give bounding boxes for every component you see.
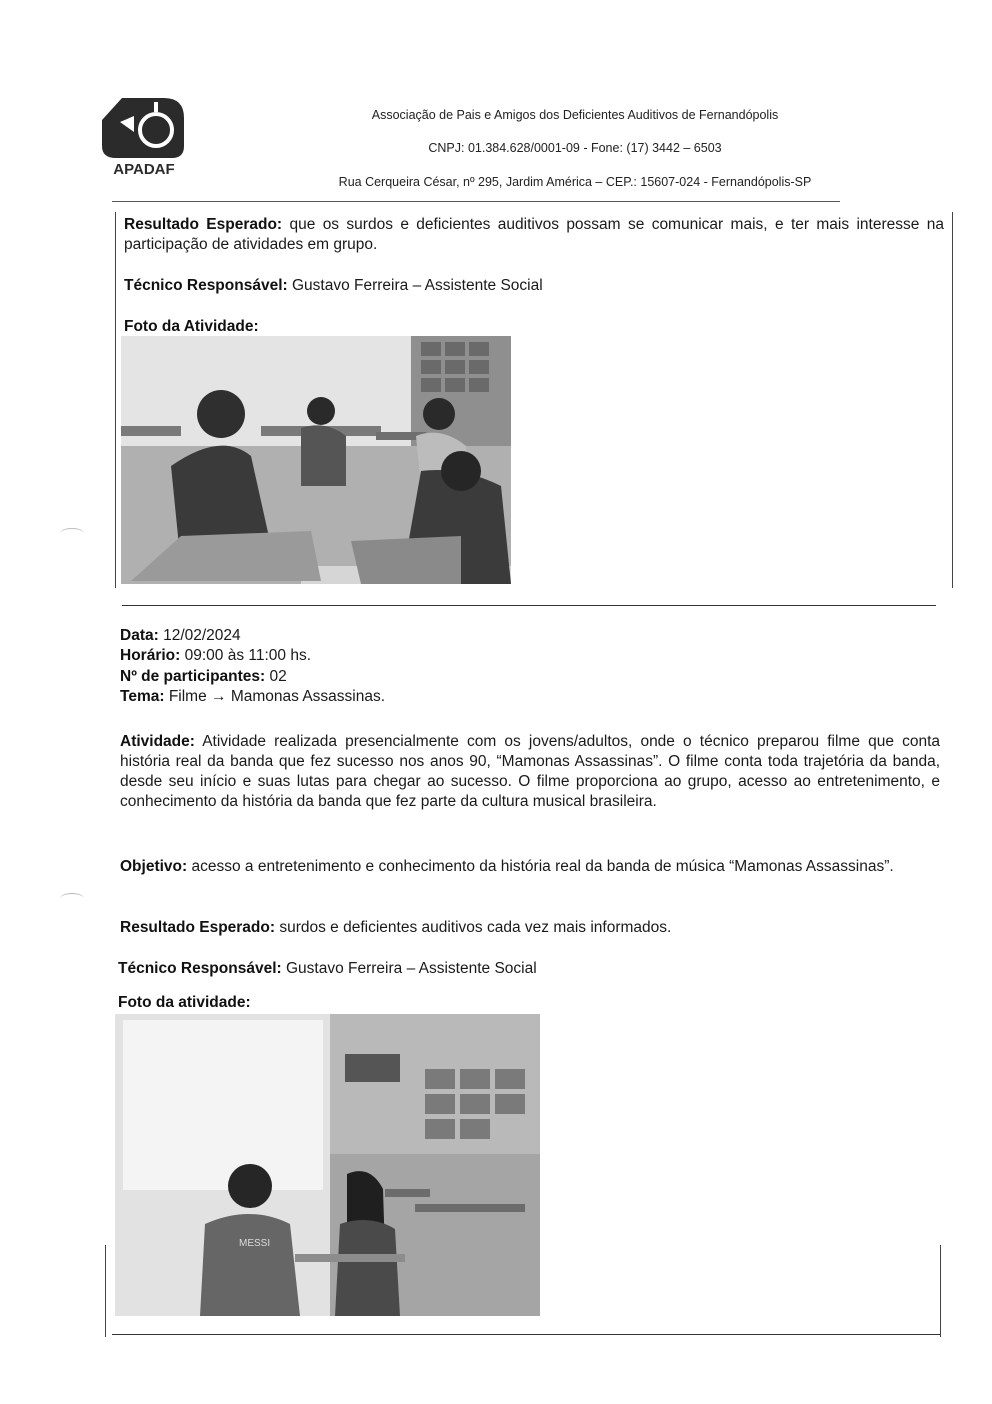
org-name: Associação de Pais e Amigos dos Deficientes Auditivos de Fernandópolis <box>371 108 779 122</box>
frame-right-border <box>952 212 953 588</box>
theme-line: Tema: Filme → Mamonas Assassinas. <box>120 688 386 705</box>
expected-result-2: Resultado Esperado: surdos e deficientes auditivos cada vez mais informados. <box>120 919 672 936</box>
frame-left-border-lower <box>105 1245 106 1337</box>
technician-1: Técnico Responsável: Gustavo Ferreira – Assistente Social <box>124 277 543 294</box>
section-divider <box>122 605 936 606</box>
time-line: Horário: 09:00 às 11:00 hs. <box>120 647 311 664</box>
scan-mark <box>60 528 84 539</box>
activity-description: Atividade: Atividade realizada presencialmente com os jovens/adultos, onde o técnico preparou filme que conta história real da banda que fez sucesso nos anos 90, “Mamonas Assassinas”. O filme conta toda trajetória da banda, desde seu início e suas lutas para chegar ao sucesso. O filme proporciona ao grupo, acesso ao entretenimento, e conhecimento da história da banda que fez parte da cultura musical brasileira. <box>120 733 940 810</box>
address-line: Rua Cerqueira César, nº 295, Jardim América – CEP.: 15607-024 - Fernandópolis-SP <box>338 175 812 189</box>
logo-emblem-icon <box>102 98 184 158</box>
photo-shirt-text: MESSI <box>239 1238 271 1249</box>
frame-right-border-lower <box>940 1245 941 1337</box>
expected-result-1: Resultado Esperado: que os surdos e deficientes auditivos possam se comunicar mais, e ter mais interesse na participação de atividades em grupo. <box>124 216 944 253</box>
technician-2: Técnico Responsável: Gustavo Ferreira – Assistente Social <box>118 960 537 977</box>
cnpj-line: CNPJ: 01.384.628/0001-09 - Fone: (17) 3442 – 6503 <box>428 141 722 155</box>
scan-mark <box>60 893 84 904</box>
activity-photo-1 <box>121 336 511 584</box>
frame-left-border <box>115 212 116 588</box>
logo-text: APADAF <box>113 161 175 178</box>
bottom-divider <box>112 1334 940 1335</box>
photo-label-2: Foto da atividade: <box>118 994 251 1011</box>
date-line: Data: 12/02/2024 <box>120 627 241 644</box>
objective: Objetivo: acesso a entretenimento e conhecimento da história real da banda de música “Mamonas Assassinas”. <box>120 858 894 875</box>
apadaf-logo <box>98 94 190 178</box>
participants-line: Nº de participantes: 02 <box>120 668 287 685</box>
header-divider <box>112 201 840 202</box>
activity-photo-2 <box>115 1014 540 1316</box>
photo-label-1: Foto da Atividade: <box>124 318 259 335</box>
